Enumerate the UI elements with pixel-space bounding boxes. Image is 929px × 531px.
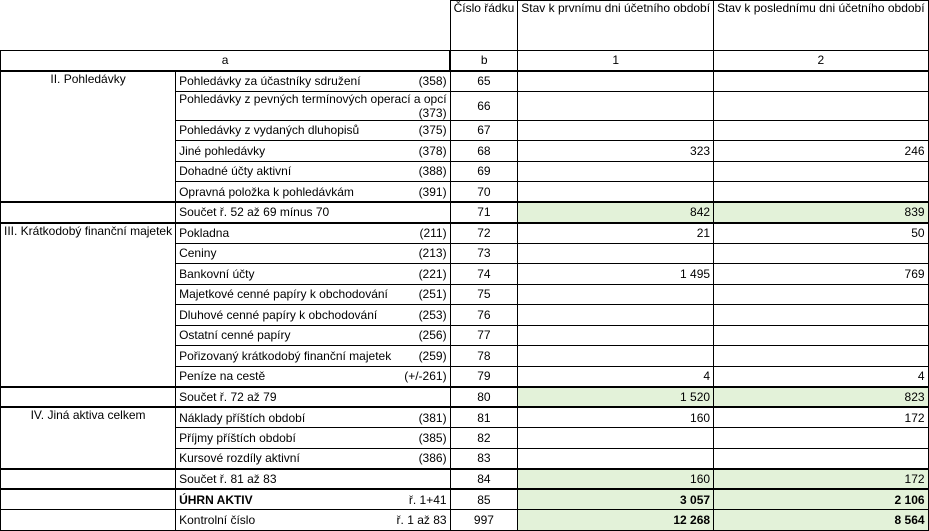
sum-row [1, 387, 929, 408]
account-code: (259) [418, 348, 447, 363]
sum-label: Součet ř. 72 až 79 [176, 387, 450, 408]
sum-row-number: 84 [450, 469, 518, 490]
value-first [518, 346, 714, 367]
row-label: Dluhové cenné papíry k obchodování [179, 307, 378, 322]
value-last [714, 71, 928, 92]
row-label: Pokladna [179, 226, 230, 240]
account-code: (386) [418, 451, 447, 465]
account-code: (381) [418, 410, 447, 425]
value-last: 172 [714, 407, 928, 428]
row-number: 74 [450, 264, 518, 285]
row-description [176, 243, 450, 264]
row-description [176, 141, 450, 162]
header-1: 1 [518, 51, 714, 71]
value-first: 160 [518, 407, 714, 428]
value-last [714, 448, 928, 469]
total-row [1, 489, 929, 510]
row-description [176, 161, 450, 182]
account-code: (+/-261) [404, 369, 447, 383]
row-label: ÚHRN AKTIV [179, 492, 253, 507]
row-description [176, 264, 450, 285]
header-row [1, 1, 929, 51]
value-last [714, 91, 928, 120]
row-number: 72 [450, 223, 518, 244]
row-number: 77 [450, 325, 518, 346]
value-first [518, 284, 714, 305]
row-label: Opravná položka k pohledávkám [179, 184, 354, 199]
row-number: 82 [450, 428, 518, 449]
sum-value-last: 172 [714, 469, 928, 490]
sum-value-first: 1 520 [518, 387, 714, 408]
value-first: 21 [518, 223, 714, 244]
row-description [176, 223, 450, 244]
row-number: 67 [450, 120, 518, 141]
value-last [714, 428, 928, 449]
value-last [714, 325, 928, 346]
sum-value-last: 823 [714, 387, 928, 408]
account-code: (251) [418, 287, 447, 302]
row-description [176, 325, 450, 346]
value-last: 50 [714, 223, 928, 244]
row-description [176, 346, 450, 367]
row-number: 78 [450, 346, 518, 367]
account-code: (358) [418, 74, 447, 88]
row-description [176, 284, 450, 305]
value-first [518, 161, 714, 182]
value-last: 246 [714, 141, 928, 162]
row-label: Ostatní cenné papíry [179, 328, 291, 343]
control-description [176, 510, 450, 531]
account-code: (378) [418, 143, 447, 158]
row-number: 65 [450, 71, 518, 92]
account-code: (253) [418, 307, 447, 322]
row-description [176, 71, 450, 92]
sum-row-number: 71 [450, 202, 518, 223]
header-2: 2 [714, 51, 928, 71]
table-row [1, 71, 929, 92]
total-blank [1, 489, 176, 510]
account-code: (388) [418, 164, 447, 179]
value-last [714, 161, 928, 182]
total-description [176, 489, 450, 510]
account-code: ř. 1+41 [408, 492, 447, 507]
row-description [176, 366, 450, 387]
row-description [176, 305, 450, 326]
account-code: ř. 1 až 83 [396, 512, 447, 527]
row-label: Bankovní účty [179, 266, 255, 281]
row-number: 75 [450, 284, 518, 305]
row-number: 79 [450, 366, 518, 387]
total-row-number: 85 [450, 489, 518, 510]
value-first [518, 325, 714, 346]
row-label: Pohledávky z pevných termínových operací a opcí [179, 91, 447, 106]
header-last-day: Stav k poslednímu dni účetního období [714, 1, 928, 51]
account-code: (256) [418, 328, 447, 343]
sum-value-first: 842 [518, 202, 714, 223]
value-first [518, 243, 714, 264]
account-code: (211) [419, 226, 447, 240]
account-code: (213) [418, 246, 447, 261]
total-value-last: 2 106 [714, 489, 928, 510]
table-row [1, 407, 929, 428]
sum-label: Součet ř. 81 až 83 [176, 469, 450, 490]
value-last [714, 120, 928, 141]
section-label: II. Pohledávky [1, 71, 176, 203]
row-number: 76 [450, 305, 518, 326]
row-description [176, 428, 450, 449]
row-label: Náklady příštích období [179, 410, 306, 425]
row-label: Majetkové cenné papíry k obchodování [179, 287, 388, 302]
sum-blank [1, 469, 176, 490]
row-label: Pohledávky za účastníky sdružení [179, 74, 361, 88]
row-label: Příjmy příštích období [179, 430, 296, 445]
control-value-last: 8 564 [714, 510, 928, 531]
value-last: 769 [714, 264, 928, 285]
header-first-day: Stav k prvnímu dni účetního období [518, 1, 714, 51]
section-label: IV. Jiná aktiva celkem [1, 407, 176, 469]
header-row-number: Číslo řádku [450, 1, 518, 51]
row-label: Jiné pohledávky [179, 143, 266, 158]
value-first [518, 428, 714, 449]
control-blank [1, 510, 176, 531]
control-row-number: 997 [450, 510, 518, 531]
value-first [518, 120, 714, 141]
row-number: 73 [450, 243, 518, 264]
value-first: 4 [518, 366, 714, 387]
row-description [176, 120, 450, 141]
total-value-first: 3 057 [518, 489, 714, 510]
row-label: Pořizovaný krátkodobý finanční majetek [179, 348, 392, 363]
row-number: 69 [450, 161, 518, 182]
value-first [518, 91, 714, 120]
row-description [176, 448, 450, 469]
value-last: 4 [714, 366, 928, 387]
value-first [518, 182, 714, 203]
row-label: Ceniny [179, 246, 217, 261]
header-blank [1, 1, 451, 51]
value-first: 1 495 [518, 264, 714, 285]
row-label: Peníze na cestě [179, 369, 266, 383]
sum-value-last: 839 [714, 202, 928, 223]
account-code: (373) [418, 105, 447, 120]
row-number: 83 [450, 448, 518, 469]
value-last [714, 243, 928, 264]
row-number: 66 [450, 91, 518, 120]
control-row [1, 510, 929, 531]
row-description [176, 182, 450, 203]
value-first [518, 448, 714, 469]
value-last [714, 346, 928, 367]
account-code: (375) [418, 123, 447, 138]
row-label: Dohadné účty aktivní [179, 164, 292, 179]
sum-label: Součet ř. 52 až 69 mínus 70 [176, 202, 450, 223]
value-last [714, 305, 928, 326]
row-label: Kontrolní číslo [179, 512, 256, 527]
account-code: (221) [418, 266, 447, 281]
row-number: 68 [450, 141, 518, 162]
sum-blank [1, 387, 176, 408]
sum-row [1, 202, 929, 223]
value-last [714, 284, 928, 305]
row-number: 70 [450, 182, 518, 203]
header-a: a [1, 51, 451, 71]
sum-value-first: 160 [518, 469, 714, 490]
row-label: Pohledávky z vydaných dluhopisů [179, 123, 360, 138]
account-code: (385) [418, 430, 447, 445]
row-label: Kursové rozdíly aktivní [179, 451, 300, 465]
header-b: b [450, 51, 518, 71]
row-description [176, 407, 450, 428]
value-first [518, 71, 714, 92]
account-code: (391) [418, 184, 447, 199]
table-row [1, 223, 929, 244]
value-first [518, 305, 714, 326]
value-last [714, 182, 928, 203]
sum-row-number: 80 [450, 387, 518, 408]
row-description [176, 91, 450, 120]
sum-row [1, 469, 929, 490]
header-letters-row [1, 51, 929, 71]
section-label: III. Krátkodobý finanční majetek [1, 223, 176, 387]
control-value-first: 12 268 [518, 510, 714, 531]
value-first: 323 [518, 141, 714, 162]
row-number: 81 [450, 407, 518, 428]
sum-blank [1, 202, 176, 223]
